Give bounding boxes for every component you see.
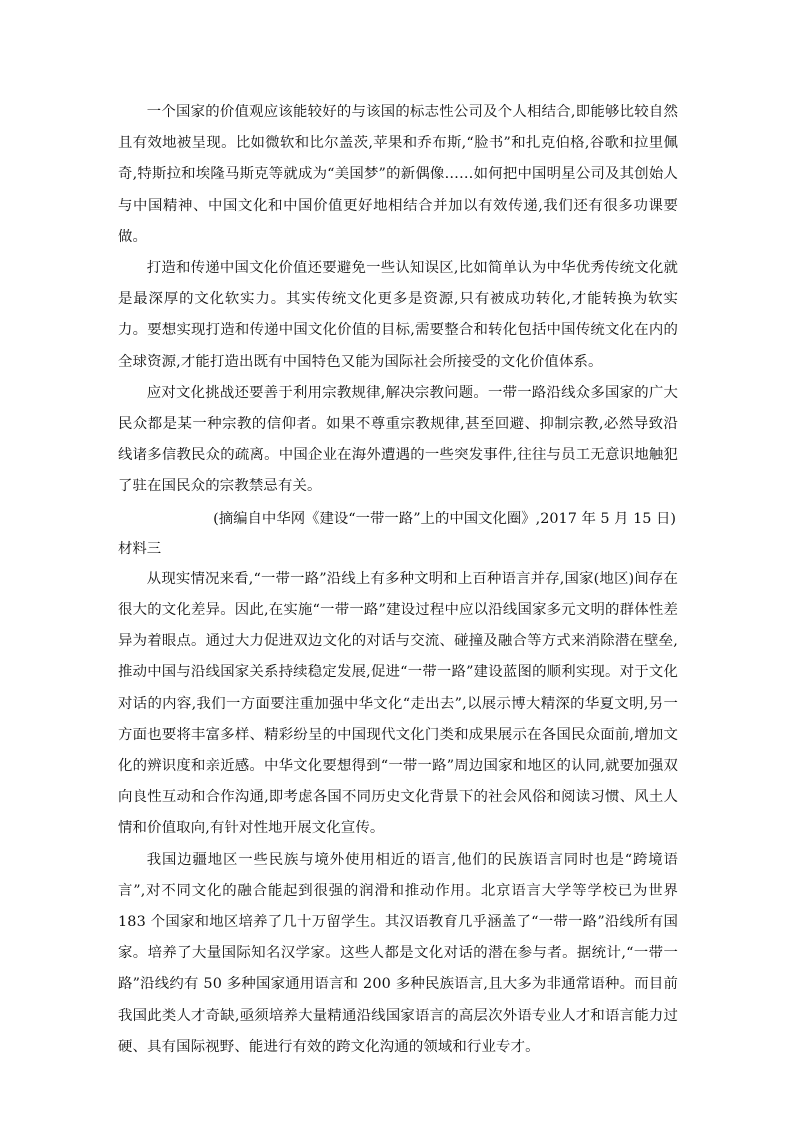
- source-citation: (摘编自中华网《建设“一带一路”上的中国文化圈》,2017 年 5 月 15 日): [213, 510, 676, 527]
- section-label: 材料三: [118, 540, 162, 557]
- document-body: [118, 97, 678, 1063]
- paragraph-languages: 我国边疆地区一些民族与境外使用相近的语言,他们的民族语言同时也是“跨境语言”,对不同文化的融合能起到很强的润滑和推动作用。北京语言大学等学校已为世界 183 个国家和地区培养了几十万留学生。其汉语教育几乎涵盖了“一带一路”沿线所有国家。培养了大量国际知名汉学家。这些人都是文化对话的潜在参与者。据统计,“一带一路”沿线约有 50 多种国家通用语言和 200 多种民族语言,且大多为非通常语种。而目前我国此类人才奇缺,亟须培养大量精通沿线国家语言的高层次外语专业人才和语言能力过硬、具有国际视野、能进行有效的跨文化沟通的领域和行业专才。: [118, 851, 678, 1055]
- paragraph-cultural-dialogue: 从现实情况来看,“一带一路”沿线上有多种文明和上百种语言并存,国家(地区)间存在很大的文化差异。因此,在实施“一带一路”建设过程中应以沿线国家多元文明的群体性差异为着眼点。通过大力促进双边文化的对话与交流、碰撞及融合等方式来消除潜在壁垒,推动中国与沿线国家关系持续稳定发展,促进“一带一路”建设蓝图的顺利实现。对于文化对话的内容,我们一方面要注重加强中华文化“走出去”,以展示博大精深的华夏文明,另一方面也要将丰富多样、精彩纷呈的中国现代文化门类和成果展示在各国民众面前,增加文化的辨识度和亲近感。中华文化要想得到“一带一路”周边国家和地区的认同,就要加强双向良性互动和合作沟通,即考虑各国不同历史文化背景下的社会风俗和阅读习惯、风土人情和价值取向,有针对性地开展文化宣传。: [118, 570, 678, 837]
- paragraph-religion: 应对文化挑战还要善于利用宗教规律,解决宗教问题。一带一路沿线众多国家的广大民众都是某一种宗教的信仰者。如果不尊重宗教规律,甚至回避、抑制宗教,必然导致沿线诸多信教民众的疏离。中国企业在海外遭遇的一些突发事件,往往与员工无意识地触犯了驻在国民众的宗教禁忌有关。: [118, 384, 678, 495]
- paragraph-cognitive-misconceptions: 打造和传递中国文化价值还要避免一些认知误区,比如简单认为中华优秀传统文化就是最深厚的文化软实力。其实传统文化更多是资源,只有被成功转化,才能转换为软实力。要想实现打造和传递中国文化价值的目标,需要整合和转化包括中国传统文化在内的全球资源,才能打造出既有中国特色又能为国际社会所接受的文化价值体系。: [118, 260, 678, 370]
- paragraph-brand-values: 一个国家的价值观应该能较好的与该国的标志性公司及个人相结合,即能够比较自然且有效地被呈现。比如微软和比尔盖茨,苹果和乔布斯,“脸书”和扎克伯格,谷歌和拉里佩奇,特斯拉和埃隆马斯克等就成为“美国梦”的新偶像……如何把中国明星公司及其创始人与中国精神、中国文化和中国价值更好地相结合并加以有效传递,我们还有很多功课要做。: [118, 104, 678, 245]
